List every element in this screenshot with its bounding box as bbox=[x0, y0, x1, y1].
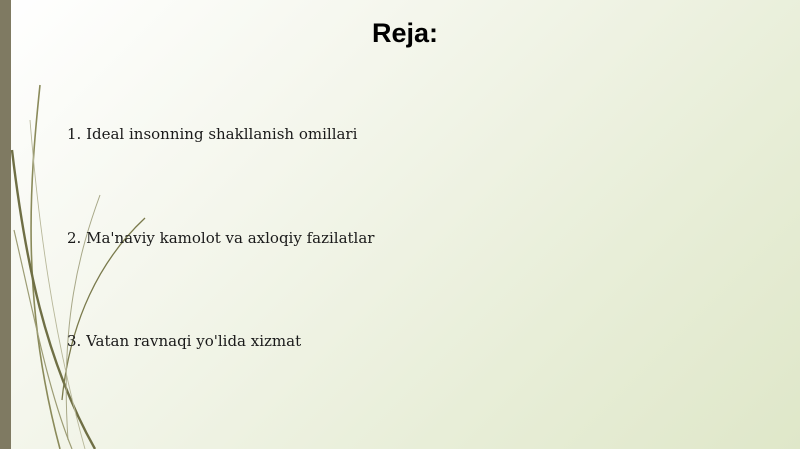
plan-item-3: 3. Vatan ravnaqi yo'lida xizmat bbox=[67, 332, 302, 350]
grass-decoration bbox=[0, 0, 160, 449]
slide-title: Reja: bbox=[371, 18, 439, 48]
plan-item-2: 2. Ma'naviy kamolot va axloqiy fazilatlar bbox=[67, 229, 375, 247]
plan-item-1: 1. Ideal insonning shakllanish omillari bbox=[67, 125, 358, 143]
